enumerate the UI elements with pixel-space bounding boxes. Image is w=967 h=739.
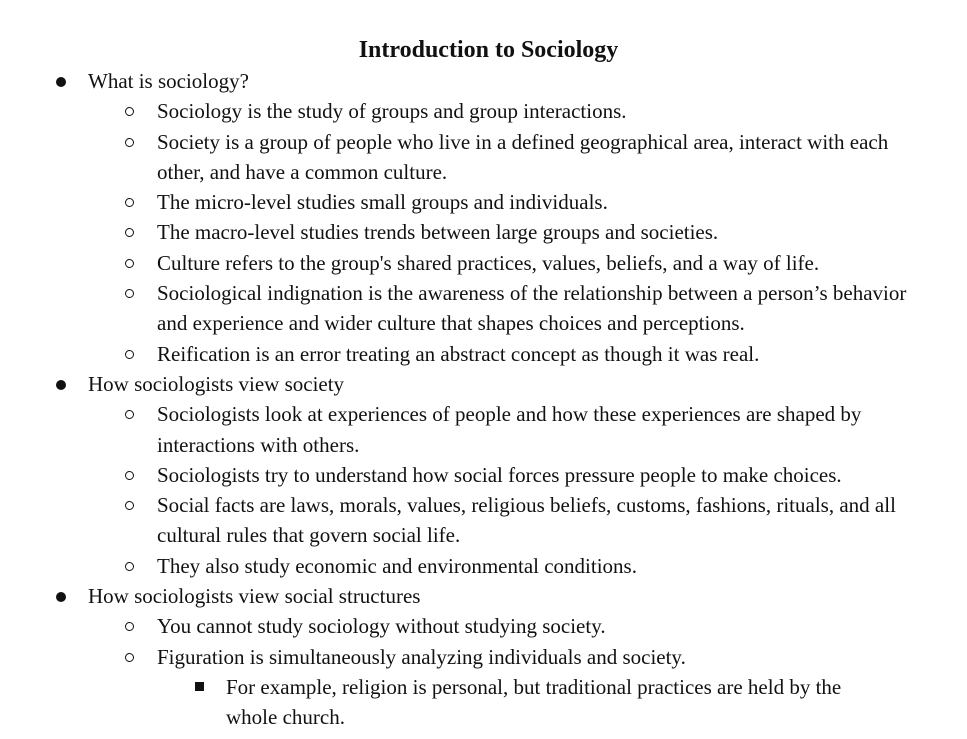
filled-circle-bullet-icon	[56, 592, 66, 602]
list-item-text: Social facts are laws, morals, values, religious beliefs, customs, fashions, rituals, and all cultural rules that govern social life.	[157, 493, 896, 548]
hollow-circle-bullet-icon	[125, 501, 134, 510]
document-title: Introduction to Sociology	[358, 37, 619, 63]
list-item	[0, 278, 967, 339]
hollow-circle-bullet-icon	[125, 410, 134, 419]
section-heading: What is sociology?	[88, 69, 249, 93]
list-item	[0, 642, 967, 733]
square-bullet-icon	[195, 682, 204, 691]
section-items	[0, 399, 967, 581]
list-item-text: Society is a group of people who live in a defined geographical area, interact with each other, and have a common culture.	[157, 129, 889, 184]
nested-list-item	[0, 672, 917, 733]
list-item-text: They also study economic and environmental conditions.	[157, 553, 637, 578]
hollow-circle-bullet-icon	[125, 138, 134, 147]
list-item-text: The micro-level studies small groups and individuals.	[157, 190, 608, 215]
list-item-text: Sociologists try to understand how social forces pressure people to make choices.	[157, 462, 842, 487]
hollow-circle-bullet-icon	[125, 562, 134, 571]
filled-circle-bullet-icon	[56, 380, 66, 390]
list-item	[0, 551, 967, 581]
hollow-circle-bullet-icon	[125, 653, 134, 662]
hollow-circle-bullet-icon	[125, 259, 134, 268]
section-heading: How sociologists view society	[88, 371, 345, 396]
hollow-circle-bullet-icon	[125, 107, 134, 116]
list-item-text: Figuration is simultaneously analyzing individuals and society.	[157, 644, 686, 669]
list-item-text: The macro-level studies trends between large groups and societies.	[157, 220, 719, 245]
hollow-circle-bullet-icon	[125, 471, 134, 480]
hollow-circle-bullet-icon	[125, 228, 134, 237]
list-item	[0, 399, 967, 460]
list-item	[0, 127, 967, 188]
list-item	[0, 339, 967, 369]
list-item	[0, 217, 967, 247]
section-items	[0, 96, 967, 369]
list-item-text: Sociology is the study of groups and group interactions.	[157, 99, 627, 124]
list-item	[0, 611, 967, 641]
nested-list-item-text: For example, religion is personal, but traditional practices are held by the whole church.	[226, 674, 842, 730]
list-item	[0, 490, 967, 551]
section-how-sociologists-view-social-structures	[0, 581, 967, 732]
list-item	[0, 96, 967, 126]
hollow-circle-bullet-icon	[125, 622, 134, 631]
list-item-text: Sociological indignation is the awareness of the relationship between a person’s behavior and experience and wider culture that shapes choices and perceptions.	[157, 281, 907, 336]
filled-circle-bullet-icon	[56, 77, 66, 87]
section-what-is-sociology	[0, 66, 967, 369]
list-item-text: You cannot study sociology without studying society.	[157, 614, 606, 639]
hollow-circle-bullet-icon	[125, 198, 134, 207]
list-item	[0, 248, 967, 278]
list-item-text: Reification is an error treating an abstract concept as though it was real.	[157, 341, 760, 366]
outline-list	[0, 66, 967, 733]
list-item-text: Sociologists look at experiences of people and how these experiences are shaped by interactions with others.	[157, 402, 862, 457]
section-how-sociologists-view-society	[0, 369, 967, 581]
hollow-circle-bullet-icon	[125, 289, 134, 298]
list-item-text: Culture refers to the group's shared practices, values, beliefs, and a way of life.	[157, 250, 820, 275]
list-item	[0, 187, 967, 217]
nested-items	[0, 672, 917, 733]
section-heading: How sociologists view social structures	[88, 584, 421, 609]
list-item	[0, 460, 967, 490]
section-items	[0, 611, 967, 732]
hollow-circle-bullet-icon	[125, 350, 134, 359]
